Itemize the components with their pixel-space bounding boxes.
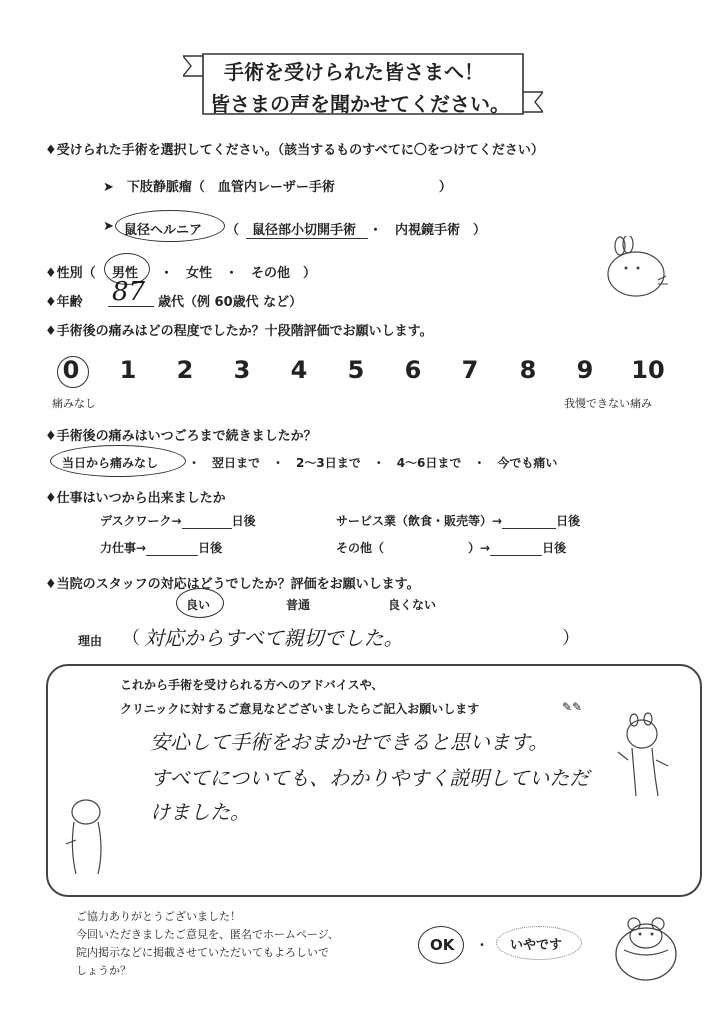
q1-option2-main: 鼠径ヘルニア: [124, 223, 203, 238]
pain-max-label: 我慢できない痛み: [564, 397, 652, 410]
dotted-oval: [496, 926, 582, 960]
gender-label: ♦性別（: [45, 266, 96, 281]
work-desk: [100, 512, 256, 529]
selection-circle: [115, 210, 225, 242]
gender-male: 男性: [112, 266, 139, 281]
work-physical: [100, 539, 222, 556]
work-after-label: 日後: [556, 514, 581, 528]
work-other-label: その他（ ）→: [336, 541, 491, 555]
work-after-label: 日後: [198, 541, 223, 555]
work-after-label: 日後: [231, 514, 256, 528]
selection-circle: [418, 926, 464, 964]
work-after-label: 日後: [542, 541, 567, 555]
bear-mascot-icon: [606, 910, 688, 984]
pain-scale-5: 5: [347, 356, 365, 384]
staff-normal: 普通: [286, 598, 311, 612]
reason-close-paren: ）: [562, 628, 580, 649]
no-option: いやです: [510, 938, 563, 953]
advice-line1: これから手術を受けられる方へのアドバイスや、: [120, 678, 384, 692]
footer-line4: しょうか？: [76, 964, 131, 977]
selection-circle: [57, 356, 89, 388]
reason-open-paren: （: [122, 628, 140, 649]
ok-option: OK: [430, 936, 455, 954]
age-label: ♦年齢: [45, 295, 83, 310]
work-service-label: サービス業（飲食・販売等）→: [336, 514, 503, 528]
footer-line3: 院内掲示などに掲載させていただいてもよろしいで: [76, 946, 329, 959]
footer-line2: 今回いただきましたご意見を、匿名でホームページ、: [76, 928, 339, 941]
age-underline: [108, 306, 154, 307]
age-value: 87: [112, 277, 146, 307]
selection-circle: [50, 445, 186, 477]
pain-scale-0: 0: [62, 356, 80, 384]
blank-line: [490, 543, 542, 556]
staff-bad: 良くない: [388, 598, 437, 612]
advice-hand-line1: 安心して手術をおまかせできると思います。: [150, 730, 549, 754]
bear-doodle-icon: [614, 712, 676, 804]
q1-option2-arrow: ➤: [103, 219, 114, 234]
pain-scale-1: 1: [119, 356, 137, 384]
pain-scale-6: 6: [404, 356, 422, 384]
duration-rest: ・ 翌日まで ・ 2～3日まで ・ 4～6日まで ・ 今でも痛い: [188, 456, 558, 470]
bear-doodle-icon: [598, 236, 678, 300]
staff-label: ♦当院のスタッフの対応はどうでしたか？評価をお願いします。: [45, 577, 420, 592]
work-physical-label: 力仕事→: [100, 541, 147, 555]
q1-option1: ➤ 下肢静脈瘤（ 血管内レーザー手術 ）: [103, 180, 452, 195]
work-label: ♦仕事はいつから出来ましたか: [45, 491, 226, 506]
pain-scale-9: 9: [576, 356, 594, 384]
work-other: [336, 539, 566, 556]
advice-hand-line2: すべてについても、わかりやすく説明していただ: [150, 766, 590, 790]
underline-mark: [246, 238, 368, 239]
footer-line1: ご協力ありがとうございました！: [76, 910, 241, 923]
blank-line: [502, 516, 556, 529]
selection-circle: [176, 588, 224, 618]
work-service: [336, 512, 580, 529]
gender-rest: ・ 女性 ・ その他 ）: [160, 266, 317, 281]
q1-option2-detail: （ 鼠径部小切開手術 ・ 内視鏡手術 ）: [226, 223, 487, 238]
staff-reason-value: 対応からすべて親切でした。: [144, 626, 404, 650]
title-line1: 手術を受けられた皆さまへ！: [224, 60, 484, 84]
bear-doodle-icon: [60, 794, 116, 880]
blank-line: [146, 543, 198, 556]
duration-selected: 当日から痛みなし: [62, 456, 159, 470]
age-suffix: 歳代（例 60歳代 など）: [158, 295, 303, 310]
blank-line: [182, 516, 232, 529]
title-line2: 皆さまの声を聞かせてください。: [210, 92, 510, 116]
staff-good: 良い: [186, 598, 211, 612]
pain-scale-4: 4: [290, 356, 308, 384]
pain-scale-7: 7: [461, 356, 479, 384]
pain-scale-2: 2: [176, 356, 194, 384]
advice-line2: クリニックに対するご意見などございましたらご記入お願いします: [120, 702, 480, 716]
pencil-icon: ✎✎: [562, 700, 583, 714]
pain-scale-10: 10: [631, 356, 665, 384]
staff-reason-label: 理由: [78, 634, 103, 648]
advice-hand-line3: けました。: [150, 800, 250, 824]
q1-label: ♦受けられた手術を選択してください。（該当するものすべてに〇をつけてください）: [45, 143, 544, 158]
pain-label: ♦手術後の痛みはどの程度でしたか？十段階評価でお願いします。: [45, 324, 433, 339]
work-desk-label: デスクワーク→: [100, 514, 182, 528]
pain-scale-8: 8: [519, 356, 537, 384]
footer-separator: ・: [476, 938, 489, 952]
pain-min-label: 痛みなし: [52, 397, 96, 410]
duration-label: ♦手術後の痛みはいつごろまで続きましたか？: [45, 429, 317, 444]
pain-scale-3: 3: [233, 356, 251, 384]
